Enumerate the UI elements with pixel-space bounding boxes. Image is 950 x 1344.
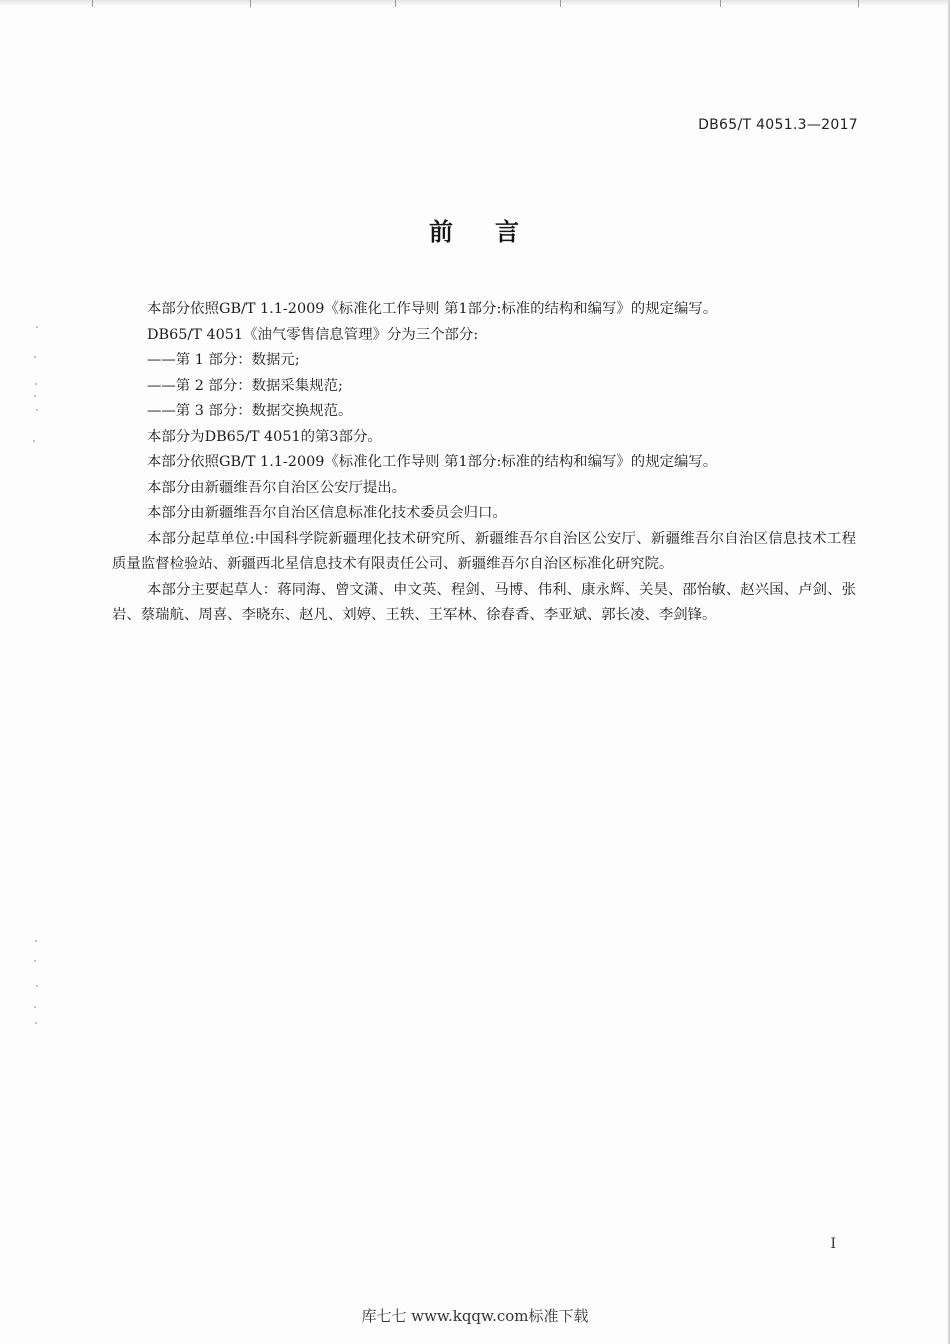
section-title-char: 言 (495, 218, 521, 246)
scan-mark (720, 0, 721, 7)
paragraph: 本部分为DB65/T 4051的第3部分。 (147, 428, 382, 445)
scan-speck (34, 960, 36, 962)
scan-mark (560, 0, 561, 7)
scan-mark (858, 0, 859, 7)
foreword-body (112, 297, 856, 629)
paragraph: 本部分主要起草人：蒋同海、曾文潇、申文英、程剑、马博、伟利、康永辉、关昊、邵怡敏、赵兴国、卢剑、张岩、蔡瑞航、周喜、李晓东、赵凡、刘婷、王轶、王军林、徐春香、李亚斌、郭长凌、李剑锋。 (112, 581, 856, 623)
paragraph: 本部分起草单位:中国科学院新疆理化技术研究所、新疆维吾尔自治区公安厅、新疆维吾尔自治区信息技术工程质量监督检验站、新疆西北星信息技术有限责任公司、新疆维吾尔自治区标准化研究院。 (112, 530, 856, 572)
scan-speck (35, 383, 37, 385)
section-title-char: 前 (429, 218, 455, 246)
scan-speck (36, 985, 38, 987)
scan-top-edge (0, 0, 950, 6)
scan-speck (35, 940, 37, 942)
scan-speck (36, 409, 38, 411)
paragraph: 本部分由新疆维吾尔自治区公安厅提出。 (147, 479, 407, 496)
scan-mark (395, 0, 396, 7)
scan-speck (35, 1022, 37, 1024)
scan-speck (36, 326, 38, 328)
paragraph: 本部分依照GB/T 1.1-2009《标准化工作导则 第1部分:标准的结构和编写》的规定编写。 (147, 301, 718, 317)
list-item: ——第 3 部分：数据交换规范。 (147, 403, 353, 419)
scan-speck (34, 395, 36, 397)
scan-speck (34, 356, 36, 358)
list-item: ——第 2 部分：数据采集规范; (147, 377, 343, 394)
scan-speck (33, 440, 35, 442)
scan-mark (92, 0, 93, 7)
paragraph: 本部分由新疆维吾尔自治区信息标准化技术委员会归口。 (147, 505, 507, 521)
page-number: I (830, 1236, 836, 1252)
paragraph: 本部分依照GB/T 1.1-2009《标准化工作导则 第1部分:标准的结构和编写》的规定编写。 (147, 454, 718, 470)
paragraph: DB65/T 4051《油气零售信息管理》分为三个部分: (147, 326, 479, 343)
footer-source: 库七七 www.kqqw.com标准下载 (361, 1307, 589, 1325)
scan-mark (250, 0, 251, 7)
section-title (0, 212, 950, 247)
scan-speck (34, 1006, 36, 1008)
list-item: ——第 1 部分：数据元; (147, 352, 300, 368)
document-code: DB65/T 4051.3—2017 (698, 117, 858, 133)
